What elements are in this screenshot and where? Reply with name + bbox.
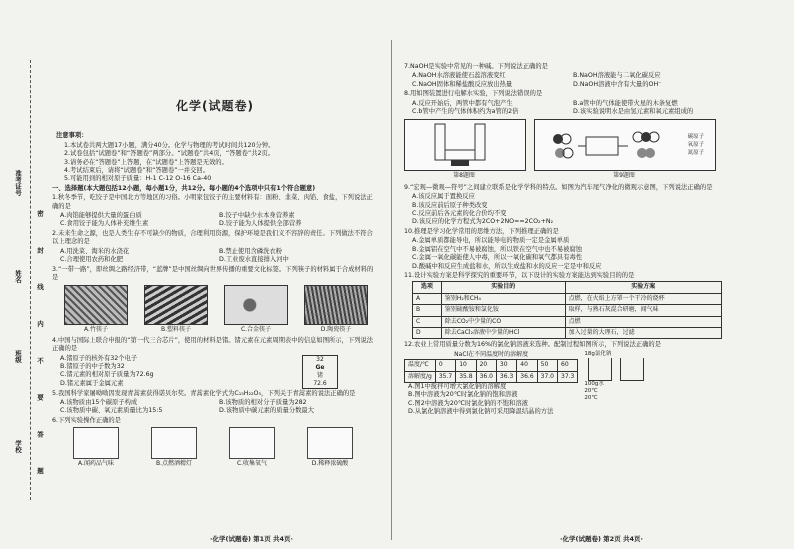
option: C.锗元素的相对原子质量为72.6g bbox=[60, 371, 154, 379]
table-cell: 40 bbox=[517, 360, 537, 371]
atomic-number: 32 bbox=[316, 355, 324, 363]
option: A.图1中搅拌可增大氯化钠的溶解度 bbox=[408, 382, 507, 390]
option: B.金属铝在空气中不易被腐蚀，所以铁在空气中也不易被腐蚀 bbox=[412, 245, 583, 253]
table-row bbox=[405, 360, 578, 371]
note-item: 4.考试结束后，请将“试题卷”和“答题卷”一并交回。 bbox=[64, 167, 209, 175]
option: D.工业废水直接排入河中 bbox=[219, 256, 289, 264]
question-10: 10.推理是学习化学常用的思维方法，下列推理正确的是 bbox=[404, 227, 559, 235]
question-4: 4.中国与国际上联合申报的“第一代三合芯片”，使用的材料是锗。锗元素在元素周期表中的信息如图所示，下列说法正确的是 bbox=[52, 336, 374, 353]
table-cell: 除去CO₂中少量的CO bbox=[441, 316, 565, 327]
gas-collection-illustration bbox=[229, 427, 275, 459]
question-5: 5.我国科学家屠呦呦因发现青蒿素获得诺贝尔奖。青蒿素化学式为C₁₅H₂₂O₅，下列关于青蒿素的说法正确的是 bbox=[52, 389, 356, 397]
question-6: 6.下列实验操作正确的是 bbox=[52, 416, 121, 424]
table-cell: 50 bbox=[537, 360, 557, 371]
margin-label-school: 学校 bbox=[14, 440, 22, 453]
question-12-body bbox=[404, 351, 734, 417]
table-row bbox=[413, 293, 722, 304]
question-9-options bbox=[412, 193, 734, 227]
dilution-illustration bbox=[307, 427, 353, 459]
question-8-options bbox=[412, 100, 734, 117]
option: D.饺子能为人体提供全部营养 bbox=[219, 220, 302, 228]
solubility-table-title: NaCl在不同温度时的溶解度 bbox=[454, 350, 529, 358]
option: C.图2中溶液为20℃时氯化钠的不饱和溶液 bbox=[408, 399, 528, 407]
electrolysis-apparatus-drawing bbox=[404, 119, 526, 171]
table-cell: 36.6 bbox=[517, 371, 537, 382]
option: C.NaOH固体和稀盐酸反应放出热量 bbox=[412, 80, 513, 88]
option: C.合理使用农药和化肥 bbox=[60, 256, 124, 264]
option: D.该反应的化学方程式为2CO+2NO==2CO₂+N₂ bbox=[412, 218, 554, 226]
table-cell: 点燃，在火焰上方罩一个干冷的烧杯 bbox=[565, 293, 721, 304]
image-option-d bbox=[294, 427, 366, 468]
table-cell: 37.3 bbox=[558, 371, 578, 382]
figure-label: 第9题图 bbox=[613, 172, 635, 180]
table-row bbox=[413, 316, 722, 327]
molecule-diagram-icon bbox=[546, 125, 666, 165]
option: B.锗原子的中子数为32 bbox=[60, 362, 125, 370]
option: B.图中溶液为20℃时氯化钠的饱和溶液 bbox=[408, 391, 518, 399]
image-option-d bbox=[300, 285, 372, 334]
question-7: 7.NaOH是实验中常见的一种碱。下列说法正确的是 bbox=[404, 63, 548, 70]
table-cell: B bbox=[413, 305, 442, 316]
table-cell: 点燃 bbox=[565, 316, 721, 327]
table-row bbox=[413, 305, 722, 316]
table-cell: 鉴别硫酸铵和氯化铵 bbox=[441, 305, 565, 316]
ceramic-chopsticks-photo bbox=[304, 285, 368, 325]
option: A.用洗菜、淘米的水浇花 bbox=[60, 247, 130, 255]
figure-caption: 100g水 bbox=[584, 380, 604, 387]
table-cell: 0 bbox=[435, 360, 455, 371]
option: A.NaOH水溶液能使石蕊溶液变红 bbox=[412, 72, 506, 80]
atomic-mass: 72.6 bbox=[313, 379, 327, 387]
option: D.NaOH溶液中含有大量的OH⁻ bbox=[573, 80, 662, 88]
table-cell: 37.0 bbox=[537, 371, 557, 382]
page-left bbox=[52, 62, 378, 537]
question-8: 8.用如图装置进行电解水实验，下列说法错误的是 bbox=[404, 90, 543, 98]
image-label: C.收集氧气 bbox=[236, 460, 268, 468]
option: A.金属单质都能导电，所以能导电的物质一定是金属单质 bbox=[412, 237, 570, 245]
figure-8 bbox=[404, 119, 524, 180]
option: A.肉馅能够提供大量的蛋白质 bbox=[60, 212, 142, 220]
image-option-b bbox=[138, 427, 210, 468]
question-2: 2.未来生命之源，也是人类生存不可缺少的物质，合理利用资源，保护环境是我们义不容辞的责任。下列做法不符合以上理念的是 bbox=[52, 229, 373, 246]
question-3: 3.“一带一路”，即丝绸之路经济带，“蓝牌”是中国丝绸向世界传播的重要文化标签。下列筷子的材料属于合成材料的是 bbox=[52, 265, 374, 281]
margin-label-name: 姓名 bbox=[14, 270, 22, 283]
element-name: 锗 bbox=[316, 371, 323, 379]
molecule-reaction-drawing bbox=[534, 119, 716, 171]
question-4-body bbox=[52, 355, 378, 389]
table-cell: D bbox=[413, 327, 442, 338]
figure-9 bbox=[534, 119, 714, 180]
question-12: 12.农业上常用质量分数为16%的氯化钠溶液来选种。配制过程如图所示，下列说法正确的是 bbox=[404, 341, 661, 349]
option: A.锗原子的核外有32个电子 bbox=[60, 354, 138, 362]
binding-margin bbox=[0, 40, 46, 540]
table-cell: 60 bbox=[558, 360, 578, 371]
margin-label-class: 班级 bbox=[14, 350, 22, 363]
option: A.反应开始后，两管中都有气泡产生 bbox=[412, 99, 513, 107]
page-right bbox=[404, 62, 734, 537]
table-header: 实验方案 bbox=[565, 282, 721, 293]
option: B.禁止使用含磷洗衣粉 bbox=[219, 247, 282, 255]
table-header-row bbox=[413, 282, 722, 293]
alcohol-lamp-illustration bbox=[151, 427, 197, 459]
legend-item: 氮原子 bbox=[687, 150, 705, 157]
image-label: C.合金筷子 bbox=[240, 326, 272, 334]
option: D.该实验说明水是由氢元素和氧元素组成的 bbox=[573, 108, 694, 116]
legend-item: 氧原子 bbox=[687, 142, 705, 149]
table-header: 选项 bbox=[413, 282, 442, 293]
option: A.该反应属于置换反应 bbox=[412, 193, 475, 201]
beaker-icon bbox=[588, 358, 612, 381]
page-divider bbox=[391, 40, 392, 540]
image-label: B.点燃酒精灯 bbox=[155, 460, 193, 468]
margin-label-exam-number: 准考证号 bbox=[14, 170, 22, 196]
image-label: B.塑料筷子 bbox=[160, 326, 192, 334]
image-label: A.竹筷子 bbox=[84, 326, 108, 334]
option: A.该物质由15个碳原子构成 bbox=[60, 398, 138, 406]
question-12-options bbox=[408, 383, 578, 417]
sealing-dashed-line bbox=[30, 60, 31, 500]
plastic-chopsticks-photo bbox=[144, 285, 208, 325]
smelling-illustration bbox=[73, 427, 119, 459]
table-row bbox=[405, 371, 578, 382]
question-1-options bbox=[60, 212, 378, 229]
note-item: 3.请务必在“答题卷”上答题，在“试题卷”上答题是无效的。 bbox=[64, 158, 228, 166]
page-title: 化学(试题卷) bbox=[176, 99, 254, 113]
option: B.该反应前后原子种类改变 bbox=[412, 201, 488, 209]
table-cell: 35.7 bbox=[435, 371, 455, 382]
table-cell: 鉴别H₂和CH₄ bbox=[441, 293, 565, 304]
figure-caption: 20℃ bbox=[584, 394, 598, 401]
bamboo-chopsticks-photo bbox=[64, 285, 128, 325]
question-4-options bbox=[52, 355, 302, 389]
beaker-icon bbox=[620, 358, 644, 381]
atom-legend bbox=[688, 133, 705, 157]
question-10-options bbox=[412, 237, 734, 271]
question-11-table bbox=[412, 281, 722, 339]
table-cell: 36.3 bbox=[496, 371, 516, 382]
question-11: 11.设计实验方案是科学探究的重要环节，以下设计的实验方案能达到实验目的的是 bbox=[404, 271, 635, 279]
option: D.锗元素属于金属元素 bbox=[60, 379, 124, 387]
note-item: 1.本试卷共两大题17小题，满分40分。化学与物理的考试时间共120分钟。 bbox=[64, 141, 275, 149]
table-cell: 30 bbox=[496, 360, 516, 371]
option: C.b管中产生的气体体积约为a管的2倍 bbox=[412, 108, 519, 116]
figure-caption: 18g氯化钠 bbox=[584, 350, 612, 357]
table-cell: 10 bbox=[456, 360, 476, 371]
table-row bbox=[413, 327, 722, 338]
image-option-c bbox=[216, 427, 288, 468]
option: C.食用饺子能为人体补充维生素 bbox=[60, 220, 149, 228]
image-label: A.闻药品气味 bbox=[78, 460, 114, 468]
image-option-c bbox=[220, 285, 292, 334]
question-6-images bbox=[60, 427, 378, 468]
question-5-options bbox=[60, 399, 378, 416]
notes-title: 注意事项： bbox=[56, 132, 88, 140]
legend-item: 碳原子 bbox=[687, 134, 705, 141]
dissolution-figure bbox=[584, 351, 664, 417]
table-cell: 取样，与熟石灰混合研磨，闻气味 bbox=[565, 305, 721, 316]
question-7-options bbox=[412, 72, 734, 89]
image-label: D.稀释浓硫酸 bbox=[311, 460, 349, 468]
element-tile-ge bbox=[302, 355, 338, 389]
section-heading: 一、选择题(本大题包括12小题，每小题1分，共12分。每小题的4个选项中只有1个符合题意) bbox=[52, 184, 316, 192]
solubility-table bbox=[404, 359, 578, 383]
figure-caption: 20℃ bbox=[584, 387, 598, 394]
image-option-b bbox=[140, 285, 212, 334]
table-cell: 加入过量的大理石，过滤 bbox=[565, 327, 721, 338]
option: D.该物质中碳元素的质量分数最大 bbox=[219, 407, 315, 415]
table-header: 实验目的 bbox=[441, 282, 565, 293]
alloy-chopsticks-photo bbox=[224, 285, 288, 325]
figure-label: 第8题图 bbox=[453, 172, 475, 180]
option: C.金属一氧化碳能使人中毒，所以一氧化碳和氧气都具有毒性 bbox=[412, 254, 583, 262]
table-cell: 35.8 bbox=[456, 371, 476, 382]
element-symbol: Ge bbox=[315, 363, 325, 371]
option: C.该物质中碳、氧元素质量比为15:5 bbox=[60, 407, 163, 415]
option: B.该物质的相对分子质量为282 bbox=[219, 398, 307, 406]
question-2-options bbox=[60, 248, 378, 265]
table-cell: C bbox=[413, 316, 442, 327]
table-cell: 除去CaCl₂溶液中少量的HCl bbox=[441, 327, 565, 338]
option: D.酸碱中和反应生成盐和水，所以生成盐和水的反应一定是中和反应 bbox=[412, 262, 602, 270]
question-9: 9.“宏观—微观—符号”之间建立联系是化学学科的特点。如图为汽车尾气净化的微观示意图，下列说法正确的是 bbox=[404, 183, 713, 191]
table-cell: 溶解度/g bbox=[405, 371, 436, 382]
table-cell: 20 bbox=[476, 360, 496, 371]
option: C.反应前后各元素的化合价均不变 bbox=[412, 210, 507, 218]
sealing-line-text: 密 封 线 内 不 要 答 题 bbox=[36, 210, 44, 488]
note-item: 2.试卷包括“试题卷”和“答题卷”两部分。“试题卷”共4页，“答题卷”共2页。 bbox=[64, 150, 275, 158]
question-3-images bbox=[60, 285, 378, 334]
image-label: D.陶瓷筷子 bbox=[320, 326, 352, 334]
option: B.NaOH溶液能与二氧化碳反应 bbox=[573, 72, 661, 80]
figures-8-9 bbox=[404, 119, 734, 180]
option: B.饺子中缺少水本身营养素 bbox=[219, 212, 295, 220]
table-cell: 36.0 bbox=[476, 371, 496, 382]
option: D.从氯化钠溶液中得到氯化钠可采用降温结晶的方法 bbox=[408, 408, 554, 416]
question-1: 1.秋冬季节，吃饺子是中国北方等地区的习俗。小明家包饺子的主要材料有：面粉、韭菜、肉馅、食盐，下列说法正确的是 bbox=[52, 194, 373, 210]
solubility-block bbox=[404, 351, 578, 417]
electrolysis-apparatus-icon bbox=[405, 120, 523, 168]
page-footer-left: ·化学(试题卷) 第1页 共4页· bbox=[210, 535, 293, 543]
note-item: 5.可能用到的相对原子质量：H-1 C-12 O-16 Ca-40 bbox=[64, 175, 212, 183]
table-cell: 温度/℃ bbox=[405, 360, 436, 371]
image-option-a bbox=[60, 427, 132, 468]
option: B.a管中的气体能使带火星的木条复燃 bbox=[573, 99, 678, 107]
table-cell: A bbox=[413, 293, 442, 304]
image-option-a bbox=[60, 285, 132, 334]
page-footer-right: ·化学(试题卷) 第2页 共4页· bbox=[560, 535, 643, 543]
